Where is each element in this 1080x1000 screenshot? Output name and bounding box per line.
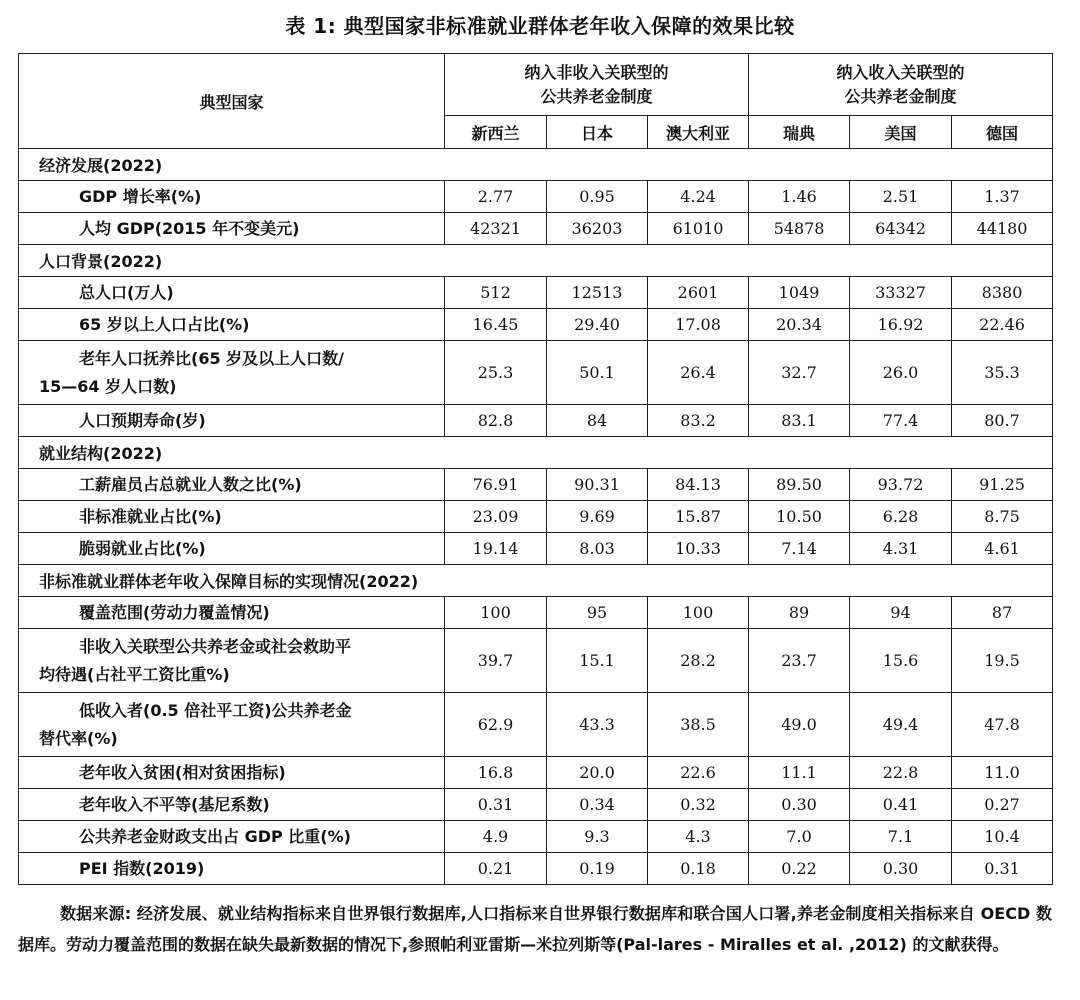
category-label: 人口背景(2022): [19, 245, 1053, 277]
indicator-label: [19, 853, 445, 885]
table-row: [19, 597, 1053, 629]
value-cell: 28.2: [648, 629, 749, 693]
indicator-label-line: 工薪雇员占总就业人数之比(%): [79, 474, 302, 494]
value-cell: 16.8: [445, 757, 547, 789]
table-row: [19, 309, 1053, 341]
value-cell: 8.03: [547, 533, 648, 565]
value-cell: 6.28: [850, 501, 952, 533]
indicator-label: [19, 213, 445, 245]
value-cell: 15.87: [648, 501, 749, 533]
value-cell: 0.18: [648, 853, 749, 885]
source-note: 数据来源: 经济发展、就业结构指标来自世界银行数据库,人口指标来自世界银行数据库和联合国人口署,养老金制度相关指标来自 OECD 数据库。劳动力覆盖范围的数据在缺失最新数据的情况下,参照帕利亚雷斯—米拉列斯等(Pal-lares - Miralles et al. ,2012) 的文献获得。: [18, 904, 1052, 954]
value-cell: 4.61: [952, 533, 1053, 565]
category-label: 非标准就业群体老年收入保障目标的实现情况(2022): [19, 565, 1053, 597]
value-cell: 49.0: [749, 693, 850, 757]
value-cell: 16.45: [445, 309, 547, 341]
value-cell: 22.6: [648, 757, 749, 789]
indicator-label: [19, 597, 445, 629]
value-cell: 15.6: [850, 629, 952, 693]
value-cell: 7.0: [749, 821, 850, 853]
indicator-label: [19, 277, 445, 309]
value-cell: 4.24: [648, 181, 749, 213]
indicator-label: [19, 341, 445, 405]
value-cell: 0.95: [547, 181, 648, 213]
country-header: 新西兰: [445, 116, 547, 149]
value-cell: 62.9: [445, 693, 547, 757]
indicator-label-line: 总人口(万人): [79, 282, 174, 302]
category-label: 就业结构(2022): [19, 437, 1053, 469]
value-cell: 10.50: [749, 501, 850, 533]
value-cell: 38.5: [648, 693, 749, 757]
row-label-header: 典型国家: [19, 54, 445, 149]
value-cell: 1049: [749, 277, 850, 309]
table-row: [19, 277, 1053, 309]
value-cell: 36203: [547, 213, 648, 245]
category-label: 经济发展(2022): [19, 149, 1053, 181]
indicator-label: [19, 693, 445, 757]
value-cell: 17.08: [648, 309, 749, 341]
table-row: [19, 213, 1053, 245]
table-row: [19, 469, 1053, 501]
value-cell: 8.75: [952, 501, 1053, 533]
value-cell: 0.32: [648, 789, 749, 821]
value-cell: 100: [648, 597, 749, 629]
indicator-label-line: 公共养老金财政支出占 GDP 比重(%): [79, 826, 351, 846]
table-row: [19, 181, 1053, 213]
value-cell: 12513: [547, 277, 648, 309]
value-cell: 10.33: [648, 533, 749, 565]
value-cell: 2.77: [445, 181, 547, 213]
table-row: [19, 533, 1053, 565]
value-cell: 54878: [749, 213, 850, 245]
value-cell: 1.46: [749, 181, 850, 213]
value-cell: 83.1: [749, 405, 850, 437]
value-cell: 64342: [850, 213, 952, 245]
value-cell: 39.7: [445, 629, 547, 693]
indicator-label-line: 人口预期寿命(岁): [79, 410, 206, 430]
value-cell: 19.5: [952, 629, 1053, 693]
value-cell: 0.31: [952, 853, 1053, 885]
table-row: [19, 693, 1053, 757]
indicator-label-line: 非收入关联型公共养老金或社会救助平: [79, 636, 352, 656]
value-cell: 89.50: [749, 469, 850, 501]
value-cell: 80.7: [952, 405, 1053, 437]
indicator-label-line: 65 岁以上人口占比(%): [79, 314, 250, 334]
value-cell: 61010: [648, 213, 749, 245]
value-cell: 0.27: [952, 789, 1053, 821]
category-row: [19, 149, 1053, 181]
table-row: [19, 821, 1053, 853]
value-cell: 49.4: [850, 693, 952, 757]
value-cell: 33327: [850, 277, 952, 309]
table-row: [19, 405, 1053, 437]
indicator-label: [19, 469, 445, 501]
value-cell: 9.3: [547, 821, 648, 853]
country-header: 日本: [547, 116, 648, 149]
value-cell: 22.8: [850, 757, 952, 789]
indicator-label: [19, 405, 445, 437]
value-cell: 26.4: [648, 341, 749, 405]
indicator-label-line: 低收入者(0.5 倍社平工资)公共养老金: [79, 700, 352, 720]
indicator-label: [19, 629, 445, 693]
value-cell: 84: [547, 405, 648, 437]
table-row: [19, 629, 1053, 693]
indicator-label: [19, 181, 445, 213]
indicator-label-line: PEI 指数(2019): [79, 858, 205, 878]
indicator-label: [19, 789, 445, 821]
value-cell: 82.8: [445, 405, 547, 437]
indicator-label-line: 15—64 岁人口数): [39, 376, 177, 396]
value-cell: 20.34: [749, 309, 850, 341]
country-header: 德国: [952, 116, 1053, 149]
indicator-label: [19, 757, 445, 789]
value-cell: 15.1: [547, 629, 648, 693]
table-row: [19, 501, 1053, 533]
value-cell: 22.46: [952, 309, 1053, 341]
value-cell: 9.69: [547, 501, 648, 533]
value-cell: 25.3: [445, 341, 547, 405]
table-row: [19, 341, 1053, 405]
country-header: 澳大利亚: [648, 116, 749, 149]
table-row: [19, 789, 1053, 821]
value-cell: 23.7: [749, 629, 850, 693]
table-row: [19, 757, 1053, 789]
value-cell: 87: [952, 597, 1053, 629]
value-cell: 47.8: [952, 693, 1053, 757]
value-cell: 90.31: [547, 469, 648, 501]
value-cell: 76.91: [445, 469, 547, 501]
indicator-label-line: 老年收入贫困(相对贫困指标): [79, 762, 286, 782]
indicator-label: [19, 533, 445, 565]
value-cell: 7.14: [749, 533, 850, 565]
value-cell: 23.09: [445, 501, 547, 533]
value-cell: 1.37: [952, 181, 1053, 213]
value-cell: 0.31: [445, 789, 547, 821]
country-header: 瑞典: [749, 116, 850, 149]
indicator-label-line: 非标准就业占比(%): [79, 506, 222, 526]
group-header-earnings: 纳入收入关联型的 公共养老金制度: [749, 54, 1053, 116]
value-cell: 2.51: [850, 181, 952, 213]
value-cell: 11.0: [952, 757, 1053, 789]
value-cell: 4.3: [648, 821, 749, 853]
value-cell: 8380: [952, 277, 1053, 309]
indicator-label-line: 脆弱就业占比(%): [79, 538, 206, 558]
country-header: 美国: [850, 116, 952, 149]
indicator-label: [19, 309, 445, 341]
value-cell: 11.1: [749, 757, 850, 789]
group-header-non-earnings: 纳入非收入关联型的 公共养老金制度: [445, 54, 749, 116]
indicator-label-line: 覆盖范围(劳动力覆盖情况): [79, 602, 270, 622]
indicator-label-line: 人均 GDP(2015 年不变美元): [79, 218, 300, 238]
value-cell: 0.41: [850, 789, 952, 821]
value-cell: 91.25: [952, 469, 1053, 501]
value-cell: 35.3: [952, 341, 1053, 405]
value-cell: 43.3: [547, 693, 648, 757]
value-cell: 95: [547, 597, 648, 629]
value-cell: 42321: [445, 213, 547, 245]
value-cell: 19.14: [445, 533, 547, 565]
value-cell: 0.22: [749, 853, 850, 885]
value-cell: 0.19: [547, 853, 648, 885]
value-cell: 93.72: [850, 469, 952, 501]
category-row: [19, 245, 1053, 277]
value-cell: 77.4: [850, 405, 952, 437]
table-title: 表 1: 典型国家非标准就业群体老年收入保障的效果比较: [285, 14, 795, 38]
indicator-label-line: 老年收入不平等(基尼系数): [79, 794, 270, 814]
value-cell: 0.21: [445, 853, 547, 885]
comparison-table: [18, 53, 1053, 885]
value-cell: 94: [850, 597, 952, 629]
indicator-label-line: 替代率(%): [39, 728, 118, 748]
category-row: [19, 565, 1053, 597]
value-cell: 7.1: [850, 821, 952, 853]
value-cell: 512: [445, 277, 547, 309]
value-cell: 32.7: [749, 341, 850, 405]
table-row: [19, 853, 1053, 885]
value-cell: 89: [749, 597, 850, 629]
value-cell: 4.9: [445, 821, 547, 853]
indicator-label: [19, 501, 445, 533]
value-cell: 10.4: [952, 821, 1053, 853]
value-cell: 50.1: [547, 341, 648, 405]
value-cell: 0.30: [749, 789, 850, 821]
value-cell: 0.34: [547, 789, 648, 821]
indicator-label-line: 老年人口抚养比(65 岁及以上人口数/: [79, 348, 344, 368]
value-cell: 16.92: [850, 309, 952, 341]
value-cell: 2601: [648, 277, 749, 309]
indicator-label: [19, 821, 445, 853]
category-row: [19, 437, 1053, 469]
value-cell: 20.0: [547, 757, 648, 789]
value-cell: 4.31: [850, 533, 952, 565]
value-cell: 29.40: [547, 309, 648, 341]
value-cell: 26.0: [850, 341, 952, 405]
value-cell: 83.2: [648, 405, 749, 437]
value-cell: 44180: [952, 213, 1053, 245]
indicator-label-line: 均待遇(占社平工资比重%): [39, 664, 230, 684]
value-cell: 84.13: [648, 469, 749, 501]
indicator-label-line: GDP 增长率(%): [79, 186, 202, 206]
table-body: [19, 149, 1053, 885]
value-cell: 0.30: [850, 853, 952, 885]
value-cell: 100: [445, 597, 547, 629]
